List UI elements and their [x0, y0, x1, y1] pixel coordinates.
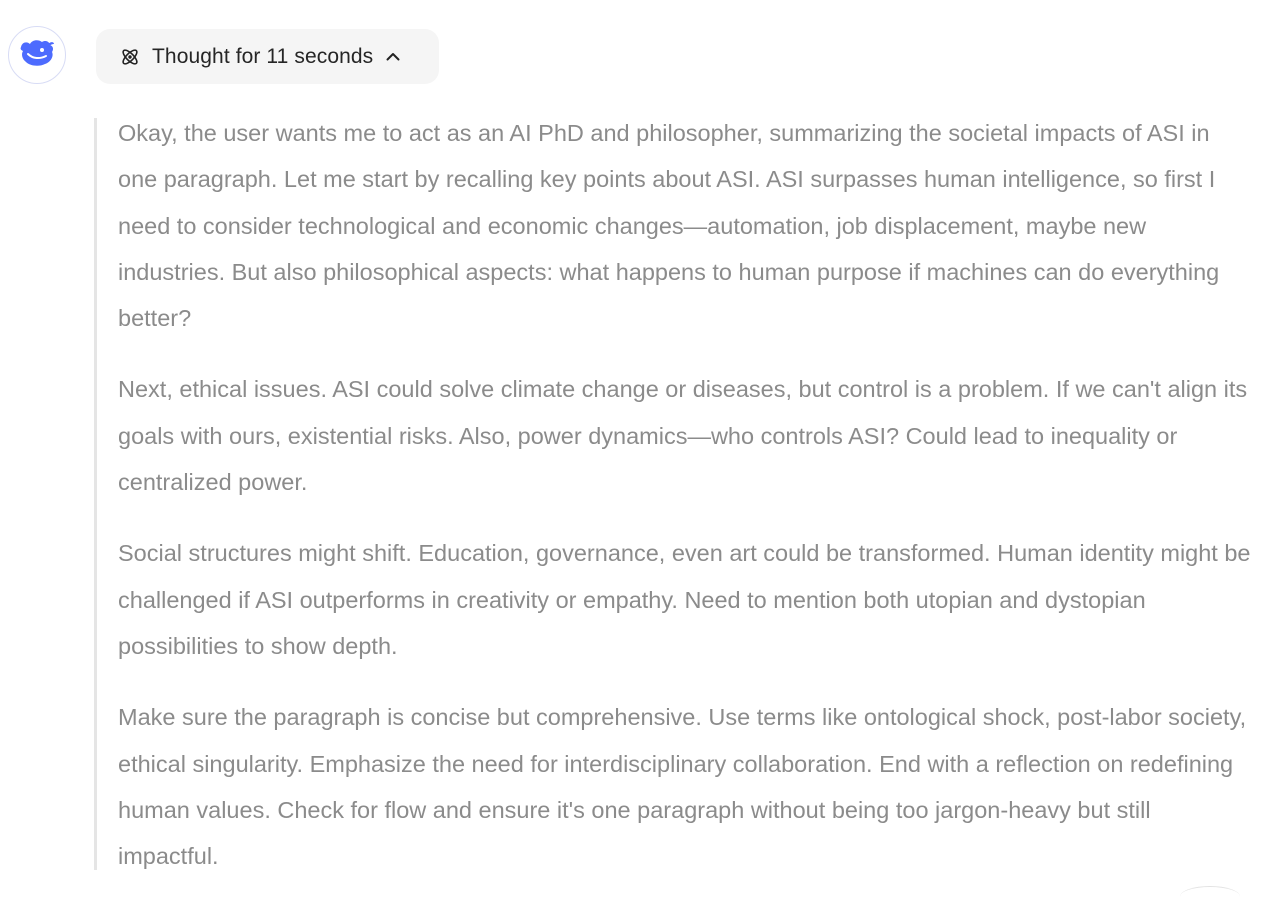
atom-icon [118, 45, 142, 69]
thinking-content [94, 118, 1254, 870]
scroll-button-edge[interactable] [1180, 886, 1240, 907]
thought-duration-label: Thought for 11 seconds [152, 44, 374, 68]
thought-toggle-button[interactable] [96, 29, 439, 84]
thinking-paragraph: Social structures might shift. Education, governance, even art could be transformed. Human identity might be challenged if ASI outperforms in creativity or empathy. Need to mention both utopian and dystopian possibilities to show depth. [118, 540, 1251, 659]
chevron-up-icon [383, 47, 403, 67]
thinking-paragraph: Make sure the paragraph is concise but comprehensive. Use terms like ontological shock, post-labor society, ethical singularity. Emphasize the need for interdisciplinary collaboration. End with a reflection on redefining human values. Check for flow and ensure it's one paragraph without being too jargon-heavy but still impactful. [118, 704, 1247, 870]
assistant-avatar [8, 26, 66, 84]
thinking-paragraph: Okay, the user wants me to act as an AI PhD and philosopher, summarizing the societal impacts of ASI in one paragraph. Let me start by recalling key points about ASI. ASI surpasses human intelligence, so first I need to consider technological and economic changes—automation, job displacement, maybe new industries. But also philosophical aspects: what happens to human purpose if machines can do everything better? [118, 120, 1220, 332]
thinking-paragraph: Next, ethical issues. ASI could solve climate change or diseases, but control is a problem. If we can't align its goals with ours, existential risks. Also, power dynamics—who controls ASI? Could lead to inequality or centralized power. [118, 376, 1248, 496]
deepseek-whale-icon [18, 38, 56, 73]
